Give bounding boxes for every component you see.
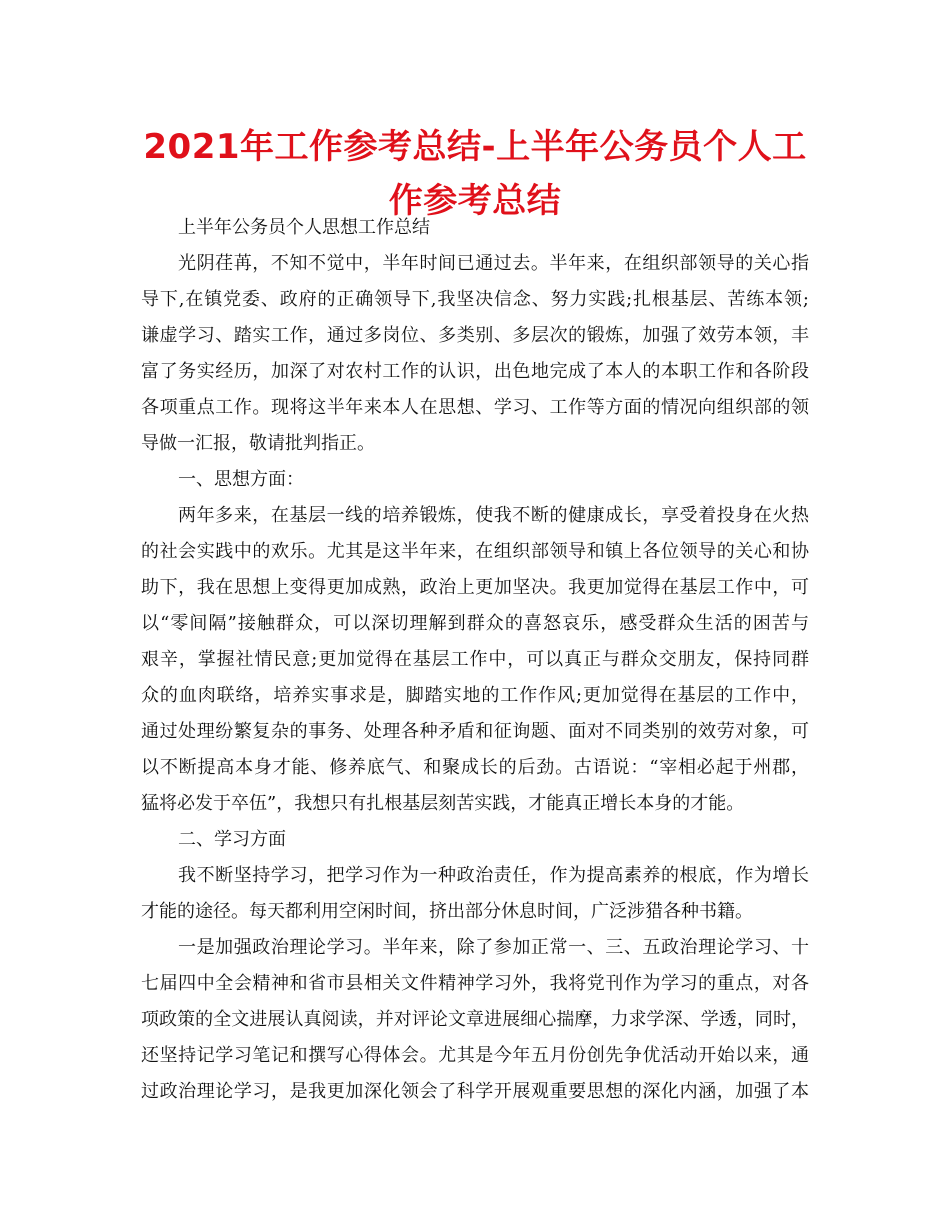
paragraph-line: 以“零间隔”接触群众，可以深切理解到群众的喜怒哀乐，感受群众生活的困苦与: [141, 613, 809, 634]
paragraph-line: 的社会实践中的欢乐。尤其是这半年来，在组织部领导和镇上各位领导的关心和协: [141, 541, 809, 562]
paragraph-line: 通过处理纷繁复杂的事务、处理各种矛盾和征询题、面对不同类别的效劳对象，可: [141, 721, 809, 742]
paragraph-line: 猛将必发于卒伍”，我想只有扎根基层刻苦实践，才能真正增长本身的才能。: [141, 793, 745, 814]
paragraph-line: 各项重点工作。现将这半年来本人在思想、学习、工作等方面的情况向组织部的领: [141, 397, 809, 418]
paragraph-line: 导下,在镇党委、政府的正确领导下,我坚决信念、努力实践;扎根基层、苦练本领;: [141, 289, 809, 310]
paragraph-line: 导做一汇报，敬请批判指正。: [141, 433, 375, 454]
document-body: [141, 210, 809, 1110]
section-heading: 二、学习方面: [178, 829, 286, 850]
paragraph-line: 一是加强政治理论学习。半年来，除了参加正常一、三、五政治理论学习、十: [178, 937, 809, 958]
paragraph-line: 助下，我在思想上变得更加成熟，政治上更加坚决。我更加觉得在基层工作中，可: [141, 577, 809, 598]
section-heading: 上半年公务员个人思想工作总结: [178, 217, 430, 238]
paragraph-line: 还坚持记学习笔记和撰写心得体会。尤其是今年五月份创先争优活动开始以来，通: [141, 1045, 809, 1066]
paragraph-line: 才能的途径。每天都利用空闲时间，挤出部分休息时间，广泛涉猎各种书籍。: [141, 901, 753, 922]
paragraph-line: 我不断坚持学习，把学习作为一种政治责任，作为提高素养的根底，作为增长: [178, 865, 809, 886]
paragraph-line: 项政策的全文进展认真阅读，并对评论文章进展细心揣摩，力求学深、学透，同时，: [141, 1009, 809, 1030]
paragraph-line: 两年多来，在基层一线的培养锻炼，使我不断的健康成长，享受着投身在火热: [178, 505, 809, 526]
paragraph-line: 七届四中全会精神和省市县相关文件精神学习外，我将党刊作为学习的重点，对各: [141, 973, 809, 994]
paragraph-line: 艰辛，掌握社情民意;更加觉得在基层工作中，可以真正与群众交朋友，保持同群: [141, 649, 809, 670]
paragraph-line: 过政治理论学习，是我更加深化领会了科学开展观重要思想的深化内涵，加强了本: [141, 1081, 809, 1102]
paragraph-line: 富了务实经历，加深了对农村工作的认识，出色地完成了本人的本职工作和各阶段: [141, 361, 809, 382]
paragraph-line: 众的血肉联络，培养实事求是，脚踏实地的工作作风;更加觉得在基层的工作中，: [141, 685, 809, 706]
paragraph-line: 光阴荏苒，不知不觉中，半年时间已通过去。半年来，在组织部领导的关心指: [178, 253, 809, 274]
document-title: 2021年工作参考总结-上半年公务员个人工作参考总结: [143, 127, 807, 221]
paragraph-line: 以不断提高本身才能、修养底气、和聚成长的后劲。古语说：“宰相必起于州郡，: [141, 757, 809, 778]
section-heading: 一、思想方面：: [178, 469, 304, 490]
paragraph-line: 谦虚学习、踏实工作，通过多岗位、多类别、多层次的锻炼，加强了效劳本领，丰: [141, 325, 809, 346]
